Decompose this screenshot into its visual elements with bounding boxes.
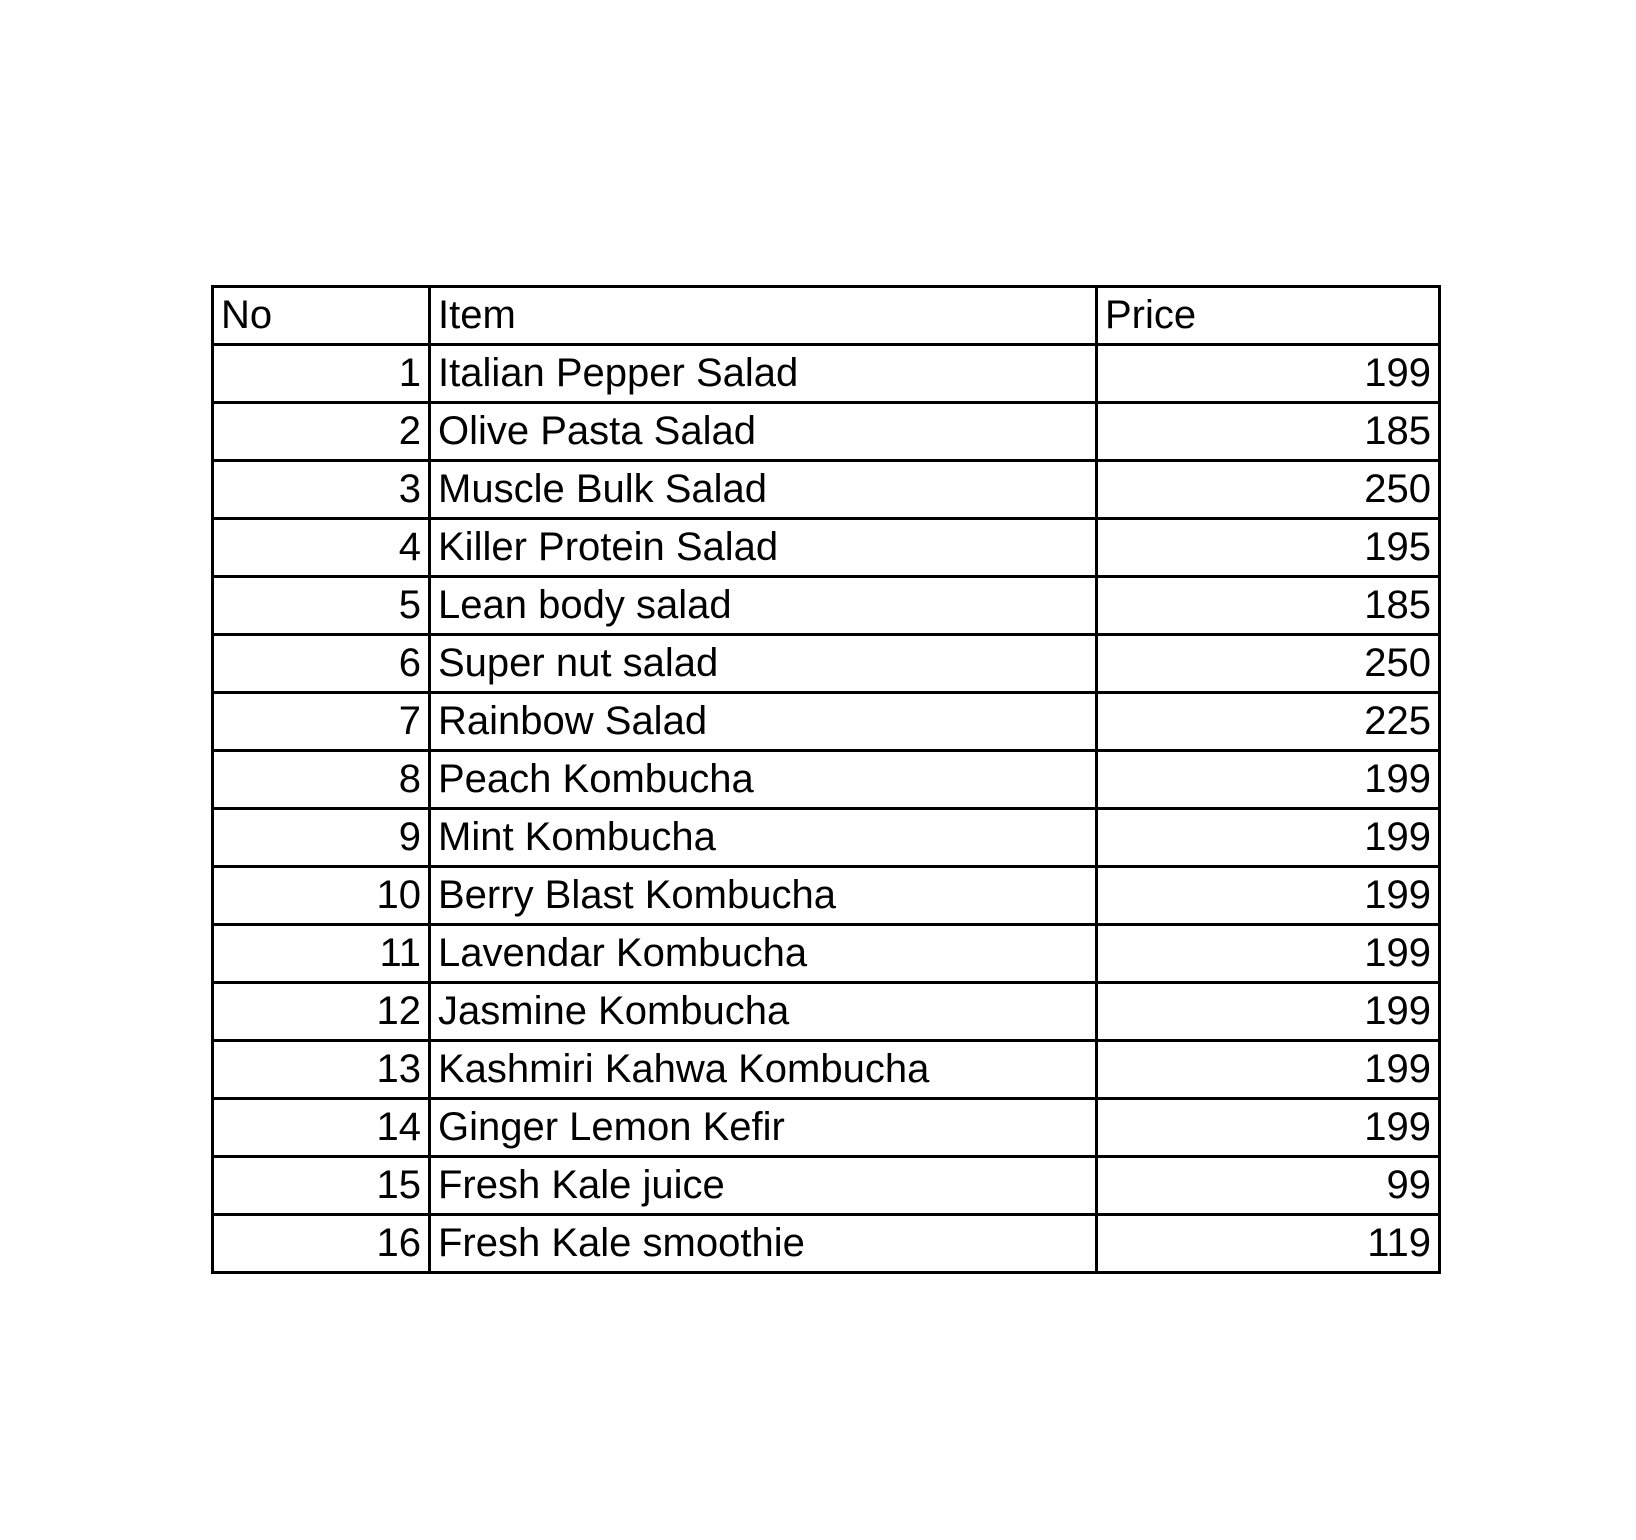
row-item: Fresh Kale juice [430, 1157, 1097, 1215]
row-no: 12 [213, 983, 430, 1041]
row-price: 250 [1097, 635, 1440, 693]
table-row [213, 403, 1440, 461]
row-no: 3 [213, 461, 430, 519]
row-no: 14 [213, 1099, 430, 1157]
row-no: 7 [213, 693, 430, 751]
row-price: 199 [1097, 809, 1440, 867]
row-no: 1 [213, 345, 430, 403]
header-price: Price [1097, 287, 1440, 345]
table-row [213, 1215, 1440, 1273]
row-price: 199 [1097, 867, 1440, 925]
row-item: Super nut salad [430, 635, 1097, 693]
row-no: 5 [213, 577, 430, 635]
row-no: 10 [213, 867, 430, 925]
row-item: Jasmine Kombucha [430, 983, 1097, 1041]
row-price: 199 [1097, 983, 1440, 1041]
row-item: Fresh Kale smoothie [430, 1215, 1097, 1273]
row-item: Rainbow Salad [430, 693, 1097, 751]
row-item: Kashmiri Kahwa Kombucha [430, 1041, 1097, 1099]
row-price: 225 [1097, 693, 1440, 751]
header-item: Item [430, 287, 1097, 345]
row-no: 4 [213, 519, 430, 577]
table-row [213, 867, 1440, 925]
row-item: Lavendar Kombucha [430, 925, 1097, 983]
row-price: 199 [1097, 925, 1440, 983]
row-item: Olive Pasta Salad [430, 403, 1097, 461]
row-item: Italian Pepper Salad [430, 345, 1097, 403]
table-row [213, 345, 1440, 403]
row-item: Mint Kombucha [430, 809, 1097, 867]
row-item: Berry Blast Kombucha [430, 867, 1097, 925]
row-no: 8 [213, 751, 430, 809]
row-no: 9 [213, 809, 430, 867]
table-row [213, 635, 1440, 693]
row-no: 16 [213, 1215, 430, 1273]
row-item: Muscle Bulk Salad [430, 461, 1097, 519]
table-row [213, 577, 1440, 635]
table-row [213, 1157, 1440, 1215]
header-row [213, 287, 1440, 345]
table-row [213, 983, 1440, 1041]
table-row [213, 519, 1440, 577]
row-price: 199 [1097, 1041, 1440, 1099]
table-row [213, 1099, 1440, 1157]
row-no: 15 [213, 1157, 430, 1215]
row-price: 99 [1097, 1157, 1440, 1215]
row-price: 199 [1097, 345, 1440, 403]
table-row [213, 1041, 1440, 1099]
row-item: Ginger Lemon Kefir [430, 1099, 1097, 1157]
table-row [213, 693, 1440, 751]
row-item: Peach Kombucha [430, 751, 1097, 809]
row-price: 250 [1097, 461, 1440, 519]
row-price: 185 [1097, 403, 1440, 461]
table-row [213, 925, 1440, 983]
table-row [213, 461, 1440, 519]
menu-price-table [211, 285, 1441, 1274]
row-price: 199 [1097, 1099, 1440, 1157]
row-item: Lean body salad [430, 577, 1097, 635]
header-no: No [213, 287, 430, 345]
row-no: 11 [213, 925, 430, 983]
row-price: 199 [1097, 751, 1440, 809]
row-price: 195 [1097, 519, 1440, 577]
row-price: 119 [1097, 1215, 1440, 1273]
row-no: 2 [213, 403, 430, 461]
row-no: 13 [213, 1041, 430, 1099]
row-price: 185 [1097, 577, 1440, 635]
table-row [213, 809, 1440, 867]
table-row [213, 751, 1440, 809]
row-no: 6 [213, 635, 430, 693]
row-item: Killer Protein Salad [430, 519, 1097, 577]
